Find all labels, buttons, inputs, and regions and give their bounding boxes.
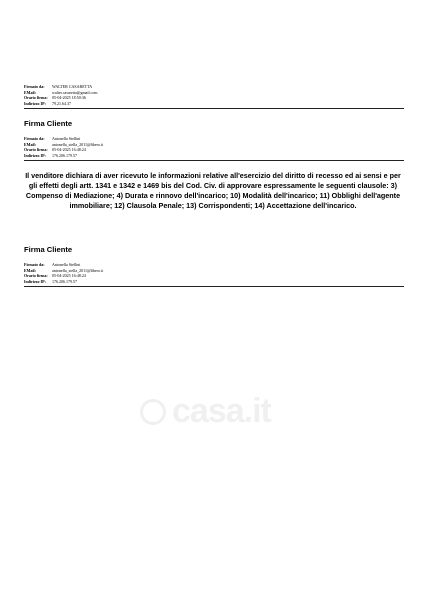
signed-by-label: Firmato da: [24, 136, 45, 141]
email-label: EMail: [24, 141, 36, 147]
signer-ip: 176.206.179.57 [52, 278, 77, 284]
signer-ip: 176.206.179.57 [52, 152, 77, 158]
signed-by-label: Firmato da: [24, 262, 45, 267]
signer-email: antonella_stella_2011@libero.it [52, 141, 104, 147]
firma-cliente-heading-2: Firma Cliente [24, 245, 73, 254]
signature-block-1 [24, 84, 97, 106]
signature-divider-2 [24, 160, 404, 161]
watermark-text: casa.it [172, 392, 271, 430]
signature-divider-1 [24, 108, 404, 109]
signature-block-2 [24, 136, 103, 158]
signer-name: WALTER CASARETTA [52, 84, 93, 89]
timestamp-label: Orario firma: [24, 273, 48, 279]
signature-timestamp: 05-04-2025 18:50:36 [52, 95, 86, 101]
signature-timestamp: 05-04-2025 16:48:24 [52, 147, 86, 153]
signed-by-label: Firmato da: [24, 84, 45, 89]
email-label: EMail: [24, 267, 36, 273]
signature-timestamp: 05-04-2025 16:48:24 [52, 273, 86, 279]
signer-ip: 79.21.64.37 [52, 100, 71, 106]
ip-label: Indirizzo IP: [24, 152, 46, 158]
signer-email: antonella_stella_2011@libero.it [52, 267, 104, 273]
signer-email: walter.casaretta@gmail.com [52, 89, 98, 95]
timestamp-label: Orario firma: [24, 147, 48, 153]
signature-divider-3 [24, 286, 404, 287]
ip-label: Indirizzo IP: [24, 100, 46, 106]
clause-acceptance-text: Il venditore dichiara di aver ricevuto le informazioni relative all'esercizio del diritto di recesso ed ai sensi e per gli effetti degli artt. 1341 e 1342 e 1469 bis del Cod. Civ. di approvare espressamente le seguenti clausole: 3) Compenso di Mediazione; 4) Durata e rinnovo dell'incarico; 10) Modalità dell'incarico; 11) Obblighi dell'agente immobiliare; 12) Clausola Penale; 13) Corrispondenti; 14) Accettazione dell'incarico. [25, 171, 401, 210]
signer-name: Antonella Stellini [52, 136, 81, 141]
timestamp-label: Orario firma: [24, 95, 48, 101]
ip-label: Indirizzo IP: [24, 278, 46, 284]
email-label: EMail: [24, 89, 36, 95]
casa-it-logo-icon [140, 399, 166, 425]
signature-block-3 [24, 262, 103, 284]
casa-it-watermark [140, 392, 271, 431]
firma-cliente-heading-1: Firma Cliente [24, 119, 73, 128]
signer-name: Antonella Stellini [52, 262, 81, 267]
